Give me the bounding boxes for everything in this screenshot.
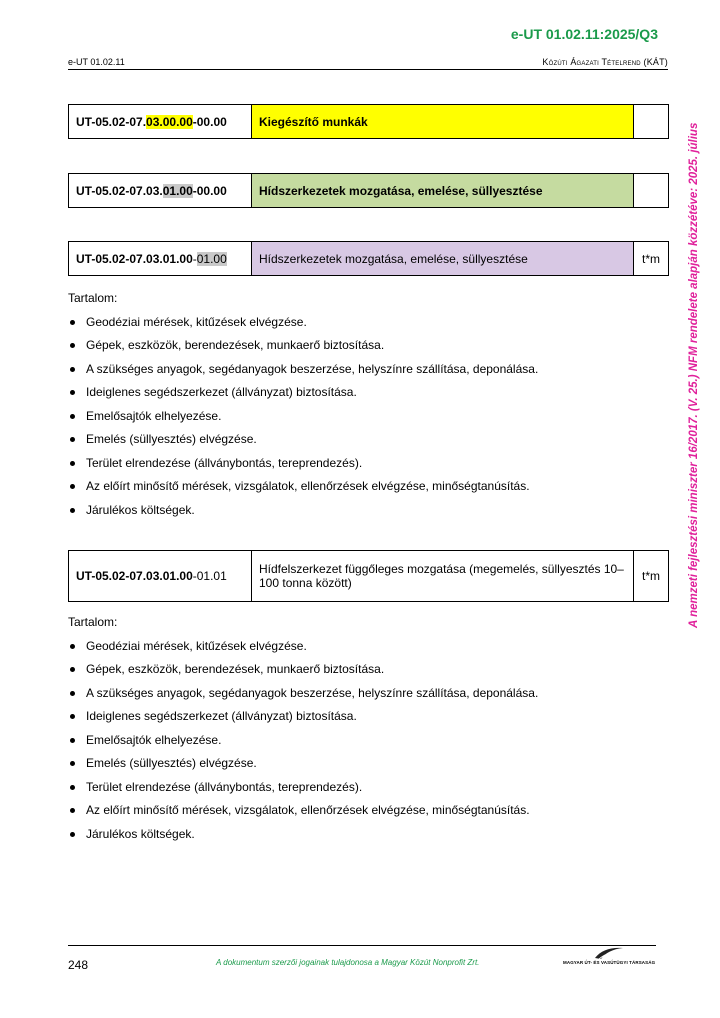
list-item: Gépek, eszközök, berendezések, munkaerő biztosítása. (68, 662, 658, 686)
road-swoosh-icon (593, 946, 625, 960)
content-section (68, 615, 658, 850)
item-code: UT-05.02-07. 03.00.00 -00.00 (69, 105, 252, 138)
bullet-icon (70, 414, 75, 419)
list-item: Ideiglenes segédszerkezet (állványzat) biztosítása. (68, 385, 658, 409)
item-name: Hídfelszerkezet függőleges mozgatása (megemelés, süllyesztés 10–100 tonna között) (252, 551, 634, 601)
list-item: Emelősajtók elhelyezése. (68, 409, 658, 433)
bullet-icon (70, 461, 75, 466)
item-unit: t*m (642, 251, 660, 266)
item-row-kiegeszito (68, 104, 669, 139)
item-row-hidszerkezetek-group (68, 173, 669, 208)
code-highlight: 01.00 (162, 183, 193, 198)
list-item: Emelés (süllyesztés) elvégzése. (68, 756, 658, 780)
list-item: A szükséges anyagok, segédanyagok beszerzése, helyszínre szállítása, deponálása. (68, 686, 658, 710)
list-item: Az előírt minősítő mérések, vizsgálatok, ellenőrzések elvégzése, minőségtanúsítás. (68, 803, 658, 827)
item-name: Kiegészítő munkák (252, 105, 634, 138)
bullet-icon (70, 484, 75, 489)
doc-code: e-UT 01.02.11:2025/Q3 (510, 26, 658, 42)
society-logo (563, 946, 656, 966)
bullet-icon (70, 832, 75, 837)
bullet-icon (70, 644, 75, 649)
bullet-icon (70, 714, 75, 719)
list-item: Emelősajtók elhelyezése. (68, 733, 658, 757)
bullet-icon (70, 785, 75, 790)
bullet-icon (70, 508, 75, 513)
code-highlight: 03.00.00 (146, 114, 193, 129)
item-unit (634, 174, 668, 207)
bullet-icon (70, 667, 75, 672)
bullet-icon (70, 761, 75, 766)
item-row-hidfelszerkezet (68, 550, 669, 602)
page-number: 248 (68, 958, 89, 972)
section-label: Tartalom: (68, 615, 118, 629)
bullet-icon (70, 437, 75, 442)
list-item: A szükséges anyagok, segédanyagok beszerzése, helyszínre szállítása, deponálása. (68, 362, 658, 386)
footer-copyright: A dokumentum szerzői jogainak tulajdonosa a Magyar Közút Nonprofit Zrt. (216, 958, 480, 967)
section-label: Tartalom: (68, 291, 118, 305)
item-unit: t*m (642, 569, 660, 583)
list-item: Terület elrendezése (állványbontás, tereprendezés). (68, 456, 658, 480)
side-note: A nemzeti fejlesztési miniszter 16/2017. (V. 25.) NFM rendelete alapján közzétéve: 2025. július (688, 122, 700, 628)
header-right: Közúti Ágazati Tételrend (KÁT) (542, 57, 668, 67)
list-item: Az előírt minősítő mérések, vizsgálatok, ellenőrzések elvégzése, minőségtanúsítás. (68, 479, 658, 503)
bullet-icon (70, 691, 75, 696)
item-name: Hídszerkezetek mozgatása, emelése, süllyesztése (252, 174, 634, 207)
item-code: UT-05.02-07.03.01.00 -01.01 (69, 551, 252, 601)
item-name: Hídszerkezetek mozgatása, emelése, süllyesztése (252, 242, 634, 275)
bullet-icon (70, 343, 75, 348)
item-unit (634, 105, 668, 138)
header-left: e-UT 01.02.11 (68, 57, 125, 67)
list-item: Terület elrendezése (állványbontás, tereprendezés). (68, 780, 658, 804)
item-code: UT-05.02-07.03.01.00 - 01.00 (69, 242, 252, 275)
content-list (68, 639, 658, 851)
bullet-icon (70, 808, 75, 813)
bullet-icon (70, 367, 75, 372)
list-item: Ideiglenes segédszerkezet (állványzat) biztosítása. (68, 709, 658, 733)
list-item: Gépek, eszközök, berendezések, munkaerő biztosítása. (68, 338, 658, 362)
list-item: Járulékos költségek. (68, 827, 658, 851)
content-section (68, 291, 658, 526)
list-item: Geodéziai mérések, kitűzések elvégzése. (68, 639, 658, 663)
list-item: Geodéziai mérések, kitűzések elvégzése. (68, 315, 658, 339)
list-item: Emelés (süllyesztés) elvégzése. (68, 432, 658, 456)
logo-text: MAGYAR ÚT- ÉS VASÚTÜGYI TÁRSASÁG (563, 960, 656, 965)
bullet-icon (70, 320, 75, 325)
running-header (68, 57, 668, 70)
bullet-icon (70, 390, 75, 395)
content-list (68, 315, 658, 527)
bullet-icon (70, 738, 75, 743)
list-item: Járulékos költségek. (68, 503, 658, 527)
item-row-hidszerkezetek (68, 241, 669, 276)
code-highlight: 01.00 (196, 251, 227, 266)
item-code: UT-05.02-07.03. 01.00 -00.00 (69, 174, 252, 207)
